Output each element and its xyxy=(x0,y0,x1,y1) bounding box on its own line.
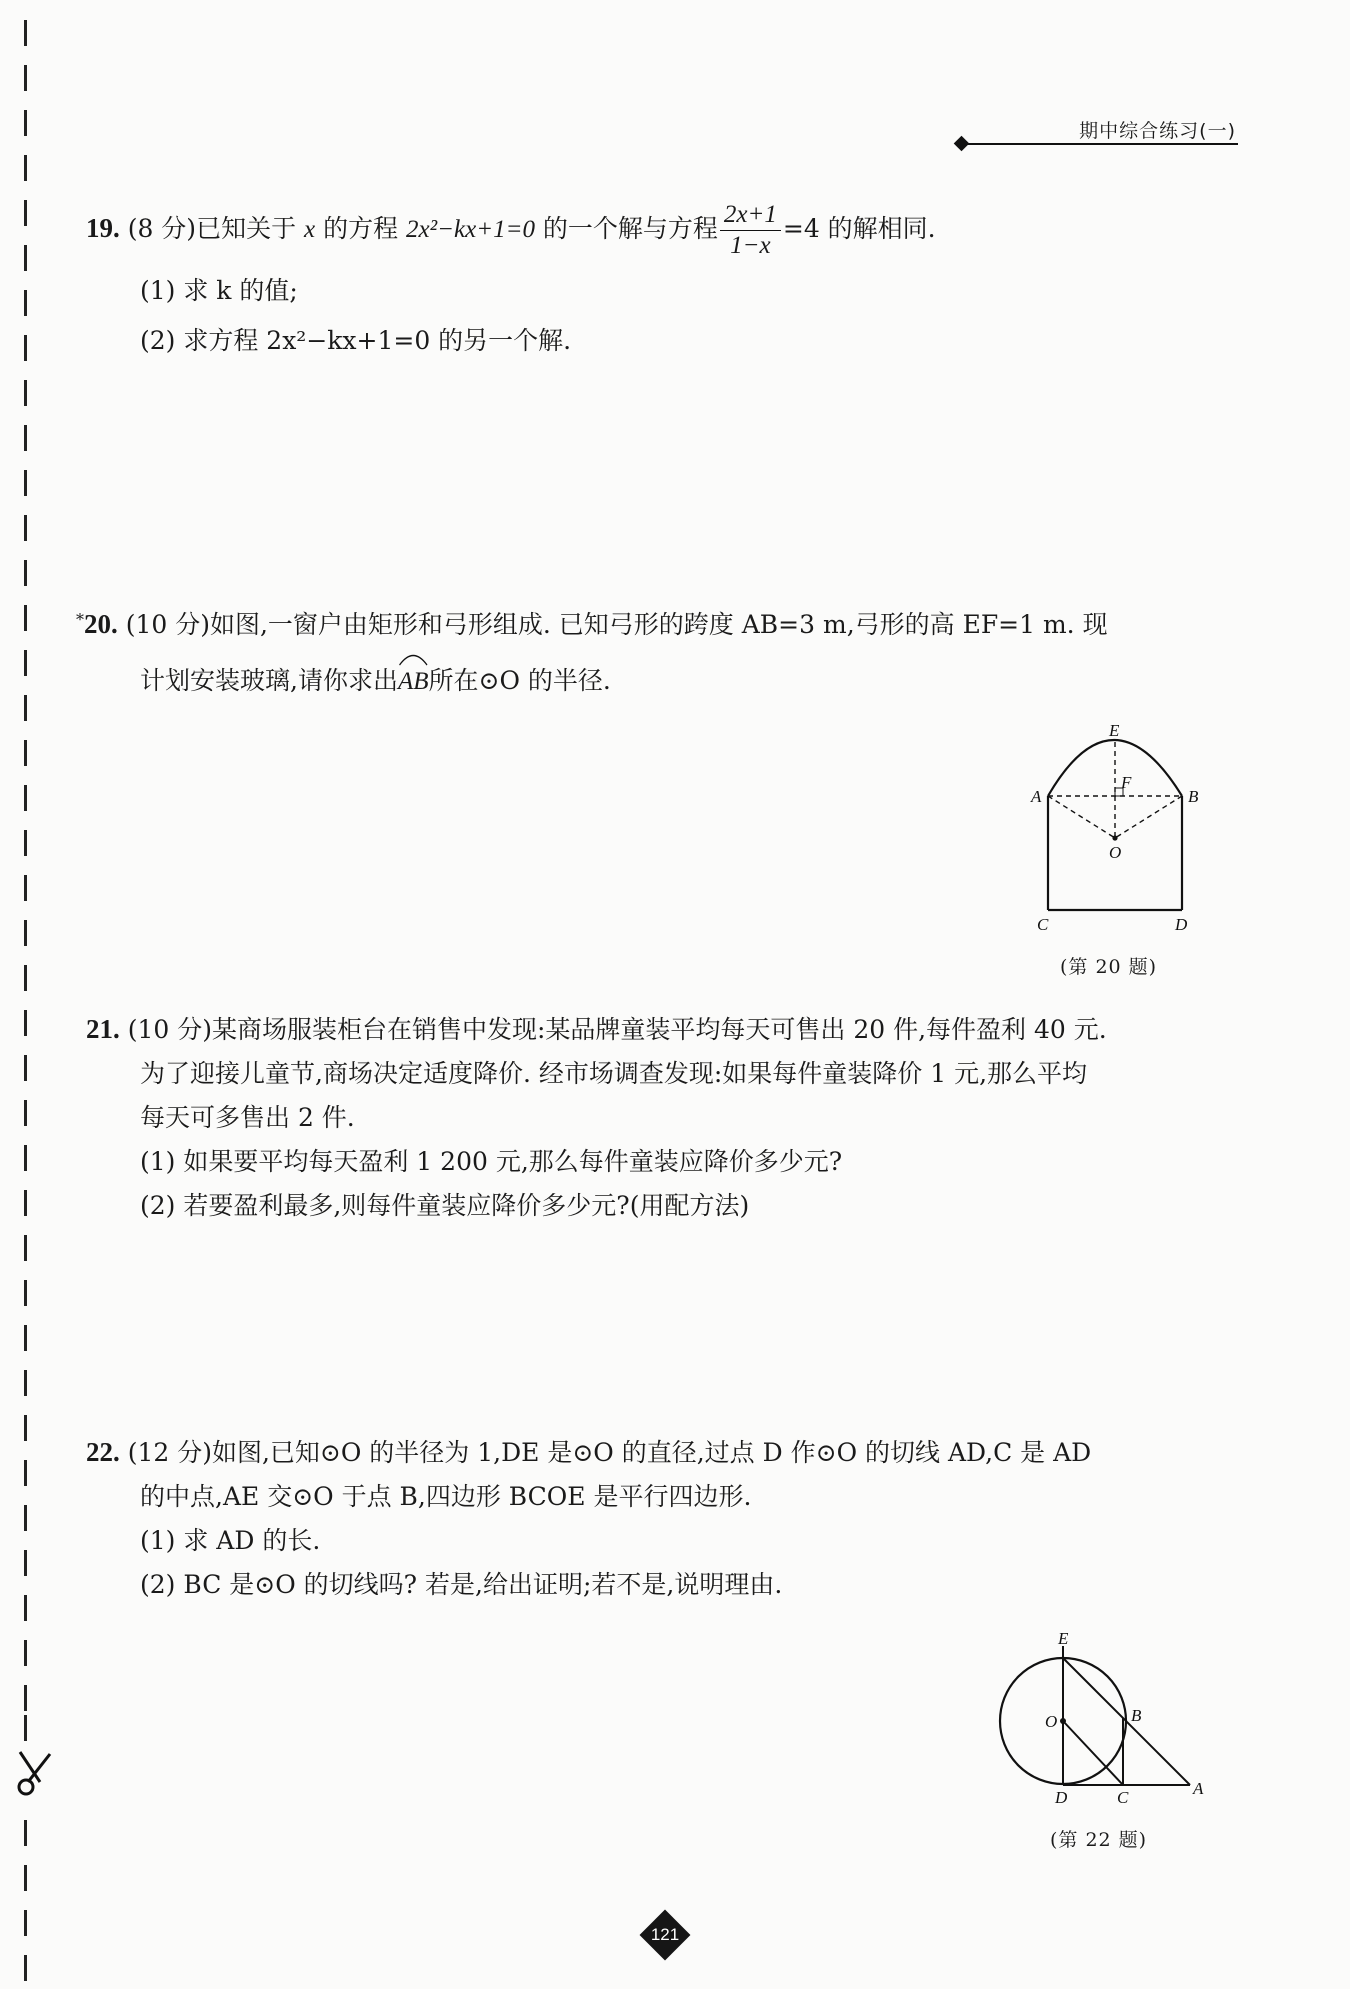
fraction xyxy=(720,200,781,261)
arc-mark-icon xyxy=(398,652,429,666)
fraction-numerator: 2x+1 xyxy=(720,200,781,231)
question-19-stem xyxy=(86,200,1246,261)
question-number: 21. xyxy=(86,1014,120,1044)
center-o-point xyxy=(1060,1718,1066,1724)
header-rule xyxy=(964,143,1238,145)
label-a: A xyxy=(1031,787,1042,806)
question-21-part-1: (1) 如果要平均每天盈利 1 200 元,那么每件童装应降价多少元? xyxy=(140,1147,843,1176)
question-19-part-1: (1) 求 k 的值; xyxy=(140,276,298,305)
stem-text: 所在⊙O 的半径. xyxy=(428,666,611,695)
question-21 xyxy=(86,1007,1246,1228)
label-b: B xyxy=(1188,787,1199,806)
question-20 xyxy=(76,598,1246,704)
question-22 xyxy=(86,1430,1246,1607)
question-number: 22. xyxy=(86,1437,120,1467)
stem-text: 的一个解与方程 xyxy=(534,214,718,243)
question-22-line-1 xyxy=(86,1430,1246,1475)
figure-22-caption: (第 22 题) xyxy=(1050,1829,1148,1851)
stem-text: 已知关于 xyxy=(196,214,305,243)
question-19-part-2: (2) 求方程 2x²−kx+1=0 的另一个解. xyxy=(140,326,572,355)
var-x: x xyxy=(304,216,316,243)
question-21-line-3: 每天可多售出 2 件. xyxy=(140,1103,355,1132)
fraction-denominator: 1−x xyxy=(730,232,771,259)
page-number: 121 xyxy=(650,1925,680,1944)
question-20-line-1 xyxy=(76,598,1246,647)
question-22-line-2: 的中点,AE 交⊙O 于点 B,四边形 BCOE 是平行四边形. xyxy=(140,1482,752,1511)
label-c: C xyxy=(1117,1788,1129,1805)
label-e: E xyxy=(1058,1630,1069,1648)
stem-text: (12 分)如图,已知⊙O 的半径为 1,DE 是⊙O 的直径,过点 D 作⊙O 的切线 AD,C 是 AD xyxy=(127,1438,1092,1467)
label-o: O xyxy=(1045,1712,1058,1731)
question-21-line-1 xyxy=(86,1007,1246,1052)
cut-line xyxy=(24,0,30,1989)
section-header xyxy=(956,116,1238,146)
stem-text: (10 分)某商场服装柜台在销售中发现:某品牌童装平均每天可售出 20 件,每件盈利 40 元. xyxy=(127,1015,1107,1044)
stem-text: 计划安装玻璃,请你求出 xyxy=(140,666,398,695)
question-20-line-2 xyxy=(86,659,1246,704)
figure-22-circle xyxy=(990,1630,1220,1805)
segment-ao xyxy=(1048,796,1115,838)
segment-bo xyxy=(1115,796,1182,838)
section-title: 期中综合练习(一) xyxy=(1079,120,1236,142)
arc-ab xyxy=(398,660,429,704)
arc-label: AB xyxy=(397,668,429,695)
equation: 2x²−kx+1=0 xyxy=(406,216,535,243)
question-19 xyxy=(86,200,1246,363)
stem-text: =4 的解相同. xyxy=(782,214,936,243)
question-number: 20. xyxy=(84,609,118,639)
label-o: O xyxy=(1109,843,1122,862)
question-number: 19. xyxy=(86,213,120,243)
score: (8 分) xyxy=(127,214,197,243)
label-d: D xyxy=(1175,915,1188,934)
page-number-badge xyxy=(640,1910,690,1960)
scissors-icon xyxy=(10,1748,60,1798)
segment-ea xyxy=(1063,1658,1190,1785)
question-22-part-1: (1) 求 AD 的长. xyxy=(140,1526,321,1555)
label-a: A xyxy=(1193,1779,1204,1798)
figure-20-window xyxy=(1025,720,1225,940)
label-f: F xyxy=(1121,773,1132,792)
center-point xyxy=(1112,835,1117,840)
label-c: C xyxy=(1037,915,1049,934)
label-e: E xyxy=(1109,721,1120,740)
star-mark: * xyxy=(76,610,84,629)
question-21-line-2: 为了迎接儿童节,商场决定适度降价. 经市场调查发现:如果每件童装降价 1 元,那么平均 xyxy=(140,1059,1088,1088)
label-d: D xyxy=(1055,1788,1068,1805)
stem-text: (10 分)如图,一窗户由矩形和弓形组成. 已知弓形的跨度 AB=3 m,弓形的高 EF=1 m. 现 xyxy=(125,610,1108,639)
question-21-part-2: (2) 若要盈利最多,则每件童装应降价多少元?(用配方法) xyxy=(140,1191,750,1220)
stem-text: 的方程 xyxy=(315,214,407,243)
question-22-part-2: (2) BC 是⊙O 的切线吗? 若是,给出证明;若不是,说明理由. xyxy=(140,1570,783,1599)
label-b: B xyxy=(1131,1706,1142,1725)
figure-20-caption: (第 20 题) xyxy=(1060,956,1158,978)
